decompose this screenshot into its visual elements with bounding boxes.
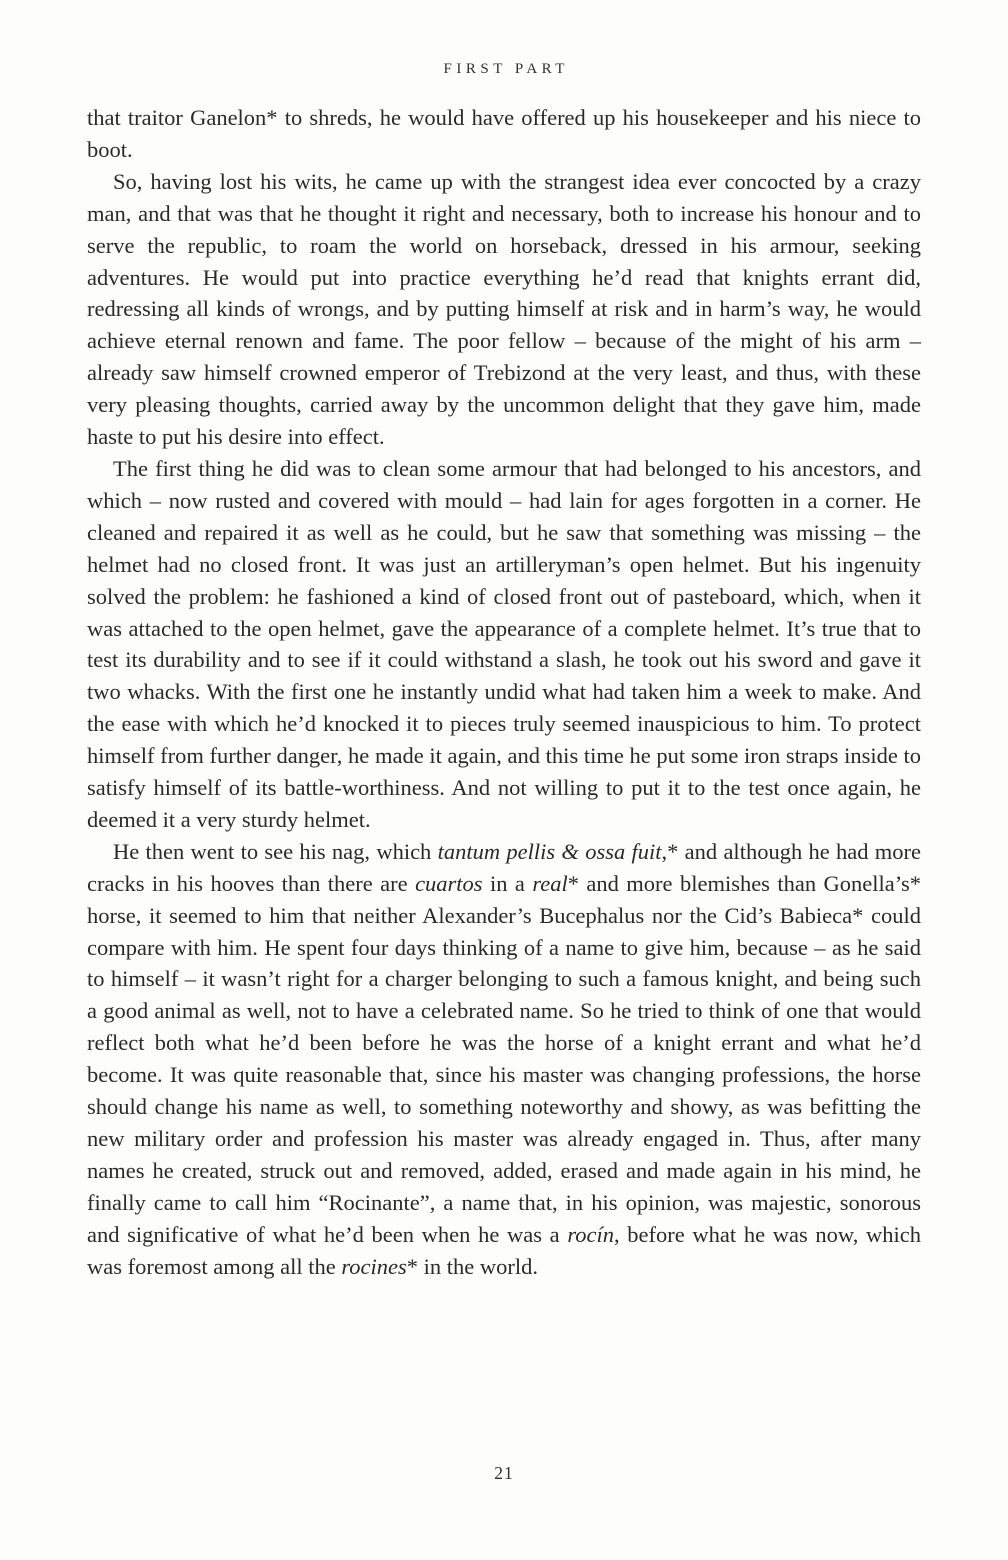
paragraph	[87, 102, 921, 166]
text-run: in a	[482, 870, 533, 896]
text-run: that traitor Ganelon* to shreds, he would have offered up his housekeeper and his niece to boot.	[87, 105, 921, 162]
text-run: He then went to see his nag, which	[113, 838, 438, 864]
italic-text-run: rocín	[567, 1221, 614, 1247]
text-run: The first thing he did was to clean some armour that had belonged to his ancestors, and which – now rusted and covered with mould – had lain for ages forgotten in a corner. He cleaned and repaired it as well as he could, but he saw that something was missing – the helmet had no closed front. It was just an artilleryman’s open helmet. But his ingenuity solved the problem: he fashioned a kind of closed front out of pasteboard, which, when it was attached to the open helmet, gave the appearance of a complete helmet. It’s true that to test its durability and to see if it could withstand a slash, he took out his sword and gave it two whacks. With the first one he instantly undid what had taken him a week to make. And the ease with which he’d knocked it to pieces truly seemed inauspicious to him. To protect himself from further danger, he made it again, and this time he put some iron straps inside to satisfy himself of its battle-worthiness. And not willing to put it to the test once again, he deemed it a very sturdy helmet.	[87, 455, 921, 832]
text-run: * and more blemishes than Gonella’s* horse, it seemed to him that neither Alexander’s Bucephalus nor the Cid’s Babieca* could compare with him. He spent four days thinking of a name to give him, because – as he said to himself – it wasn’t right for a charger belonging to such a famous knight, and being such a good animal as well, not to have a celebrated name. So he tried to think of one that would reflect both what he’d been before he was the horse of a knight errant and what he’d become. It was quite reasonable that, since his master was changing professions, the horse should change his name as well, to something noteworthy and showy, as was befitting the new military order and profession his master was already engaged in. Thus, after many names he created, struck out and removed, added, erased and made again in his mind, he finally came to call him “Rocinante”, a name that, in his opinion, was majestic, sonorous and significative of what he’d been when he was a	[87, 870, 921, 1247]
text-run: * in the world.	[406, 1253, 538, 1279]
italic-text-run: cuartos	[415, 870, 483, 896]
paragraph	[87, 166, 921, 453]
text-run: ,* and although he had more cracks in his hooves than there are	[87, 838, 922, 896]
text-run: , before what he was now, which was foremost among all the	[87, 1221, 921, 1279]
paragraph	[87, 836, 921, 1283]
text-run: So, having lost his wits, he came up with the strangest idea ever concocted by a crazy man, and that was that he thought it right and necessary, both to increase his honour and to serve the republic, to roam the world on horseback, dressed in his armour, seeking adventures. He would put into practice everything he’d read that knights errant did, redressing all kinds of wrongs, and by putting himself at risk and in harm’s way, he would achieve eternal renown and fame. The poor fellow – because of the might of his arm – already saw himself crowned emperor of Trebizond at the very least, and thus, with these very pleasing thoughts, carried away by the uncommon delight that they gave him, made haste to put his desire into effect.	[87, 168, 921, 450]
page-text-block	[87, 102, 921, 1283]
italic-text-run: real	[532, 870, 568, 896]
running-header: FIRST PART	[443, 61, 569, 77]
page-number: 21	[494, 1463, 514, 1483]
italic-text-run: tantum pellis & ossa fuit	[437, 838, 662, 864]
italic-text-run: rocines	[341, 1253, 407, 1279]
paragraph	[87, 453, 921, 836]
